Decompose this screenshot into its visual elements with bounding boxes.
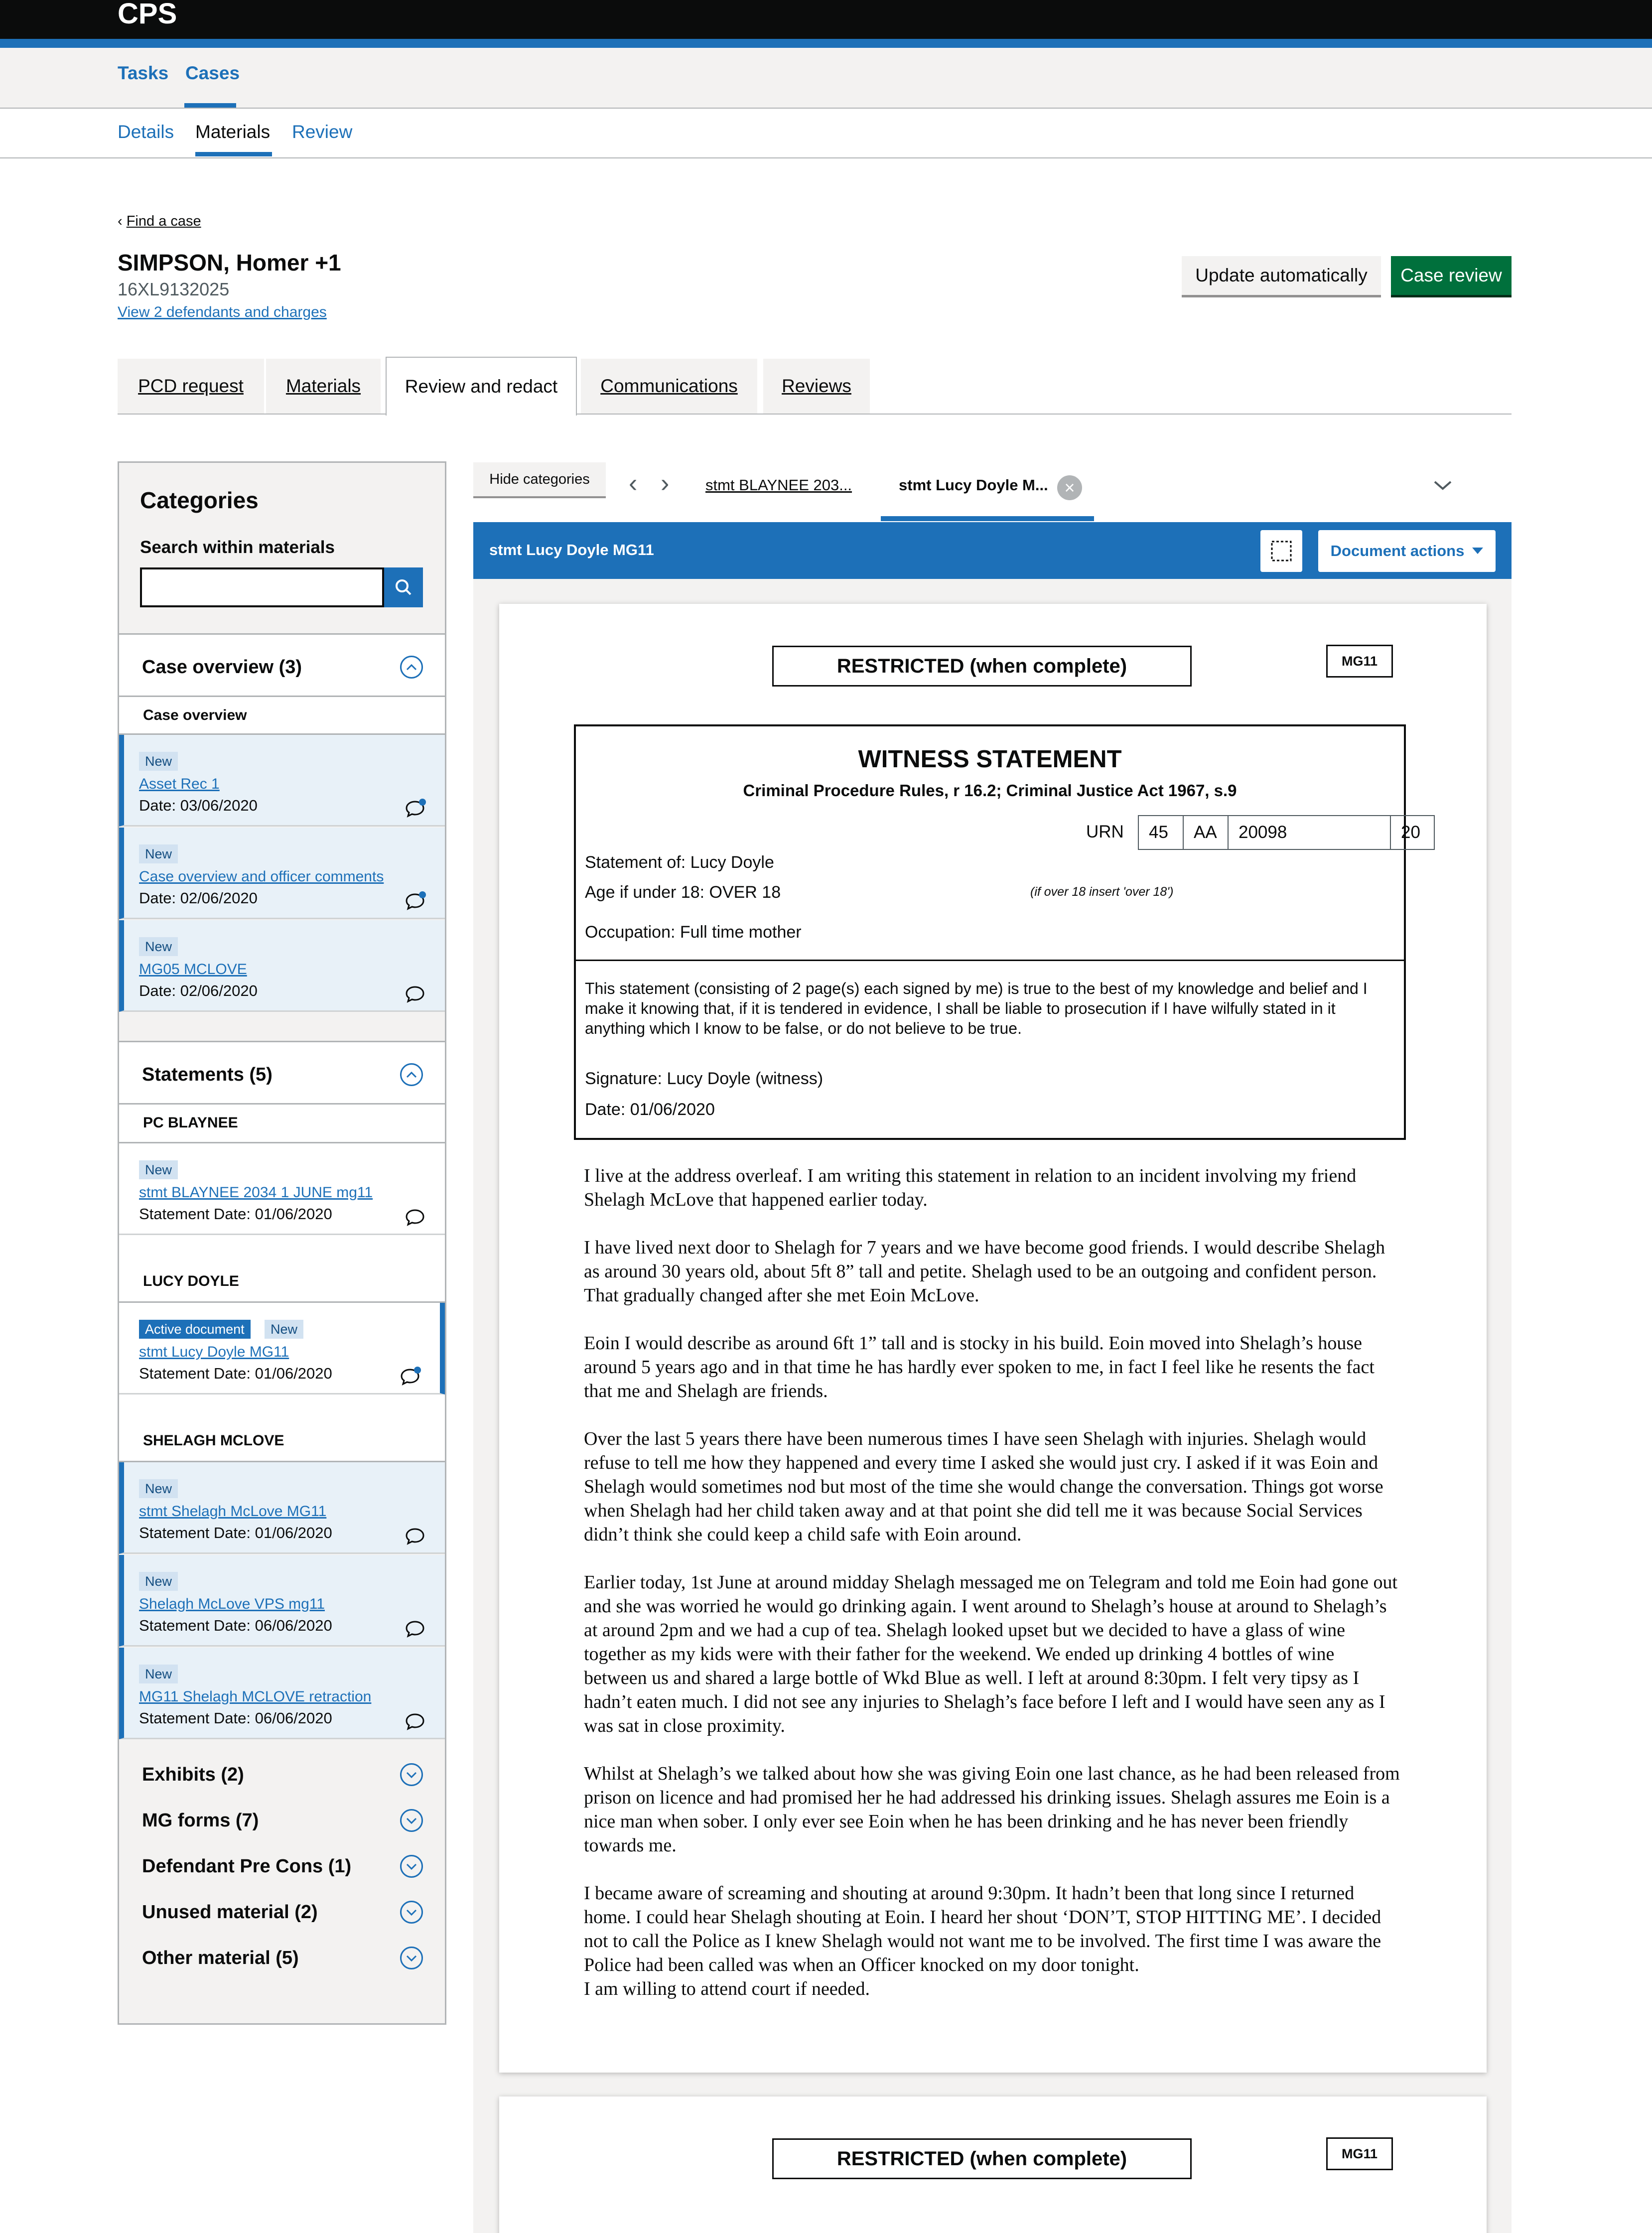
hide-categories-button[interactable]: Hide categories xyxy=(473,462,606,496)
material-date: Date: 02/06/2020 xyxy=(139,889,258,907)
defendant-pre-cons-section-header[interactable] xyxy=(119,1845,445,1891)
material-link[interactable]: MG11 Shelagh MCLOVE retraction xyxy=(139,1688,372,1705)
group-header xyxy=(119,697,445,735)
document-title: stmt Lucy Doyle MG11 xyxy=(489,541,654,558)
chevron-down-icon[interactable] xyxy=(400,1947,423,1969)
tab-pcd-request[interactable] xyxy=(118,359,264,414)
material-link[interactable]: MG05 MCLOVE xyxy=(139,961,247,977)
case-name: SIMPSON, Homer +1 xyxy=(118,250,341,276)
header-accent-bar xyxy=(0,39,1652,48)
material-link[interactable]: Shelagh McLove VPS mg11 xyxy=(139,1596,325,1612)
chevron-up-icon[interactable] xyxy=(400,1063,423,1086)
list-item[interactable] xyxy=(119,1648,445,1739)
select-area-button[interactable] xyxy=(1260,530,1302,572)
restricted-label: RESTRICTED (when complete) xyxy=(772,2138,1192,2179)
material-link[interactable]: Asset Rec 1 xyxy=(139,776,220,792)
document-toolbar xyxy=(473,522,1512,579)
group-title: PC BLAYNEE xyxy=(143,1115,238,1131)
comment-unread-icon[interactable] xyxy=(404,890,426,912)
material-date: Date: 03/06/2020 xyxy=(139,797,258,814)
new-badge: New xyxy=(139,844,178,863)
primary-navigation xyxy=(0,48,1652,109)
statement-of: Statement of: Lucy Doyle xyxy=(585,853,774,872)
tab-materials[interactable] xyxy=(266,359,381,414)
statement-paragraph: I became aware of screaming and shouting at around 9:30pm. It hadn’t been that long since I returned home. I could hear Shelagh shouting at Eoin. I heard her shout ‘DON’T, STOP HITTING ME’. I decided not to call the Police as I knew Shelagh would not want me to be involved. The first time I was aware the Police had been called was when an Officer knocked on my door tonight. xyxy=(584,1883,1381,1975)
document-tab[interactable]: stmt BLAYNEE 203... xyxy=(705,476,852,494)
nav-tasks[interactable]: Tasks xyxy=(118,63,169,83)
mg-forms-section-header[interactable] xyxy=(119,1799,445,1845)
document-page xyxy=(499,2096,1487,2233)
new-badge: New xyxy=(139,1479,178,1498)
declaration-text: This statement (consisting of 2 page(s) each signed by me) is true to the best of my knowledge and belief and I make it knowing that, if it is tendered in evidence, I shall be liable to prosecution if I have wilfully stated in it anything which I know to be false, or do not believe to be true. xyxy=(585,979,1368,1037)
active-doc-tab-indicator xyxy=(881,516,1094,521)
statements-section-header[interactable] xyxy=(119,1041,445,1105)
chevron-down-icon[interactable] xyxy=(400,1901,423,1924)
document-actions-label: Document actions xyxy=(1330,542,1465,559)
new-badge: New xyxy=(139,752,178,771)
list-item[interactable] xyxy=(119,1462,445,1554)
tab-communications[interactable] xyxy=(581,359,757,414)
close-icon[interactable]: × xyxy=(1057,475,1082,500)
section-title: Unused material (2) xyxy=(142,1902,318,1923)
list-item-active[interactable] xyxy=(119,1303,445,1395)
subnav-materials-active-indicator xyxy=(195,152,272,156)
material-link[interactable]: stmt Lucy Doyle MG11 xyxy=(139,1344,289,1360)
group-header xyxy=(119,1395,445,1462)
statement-paragraph: I have lived next door to Shelagh for 7 years and we have become good friends. I would describe Shelagh as around 30 years old, about 5ft 8” tall and petite. Shelagh used to be an outgoing and confident person. That gradually changed after she met Eoin McLove. xyxy=(584,1237,1385,1306)
top-header-bar xyxy=(0,0,1652,39)
categories-title: Categories xyxy=(140,487,259,513)
case-overview-section-header[interactable] xyxy=(119,633,445,697)
chevron-up-icon[interactable] xyxy=(400,656,423,679)
statement-paragraph: Earlier today, 1st June at around midday Shelagh messaged me on Telegram and told me Eoin had gone out and she was worried he would go drinking again. I went around to Shelagh’s house at around to Shelagh’s at around 2pm and we had a cup of tea. Shelagh looked upset but we decided to have a glass of wine together as my kids were with their father for the weekend. We ended up drinking 4 bottles of wine between us and shared a large bottle of Wkd Blue as well. I left at around 8:30pm. I felt very tipsy as I hadn’t eaten much. I did not see any injuries to Shelagh’s face before I left and I would have seen any as I was sat in close proximity. xyxy=(584,1572,1398,1736)
urn-label: URN xyxy=(1086,822,1124,841)
chevron-down-icon[interactable] xyxy=(400,1855,423,1878)
group-title: SHELAGH MCLOVE xyxy=(143,1432,284,1449)
chevron-left-icon: ‹ xyxy=(118,213,127,229)
list-item[interactable] xyxy=(119,920,445,1012)
search-icon xyxy=(394,577,413,597)
material-date: Statement Date: 01/06/2020 xyxy=(139,1524,332,1541)
comment-icon[interactable] xyxy=(404,1525,426,1547)
group-header xyxy=(119,1235,445,1303)
update-automatically-button[interactable]: Update automatically xyxy=(1182,256,1381,295)
urn-cell: 20 xyxy=(1401,823,1420,842)
comment-icon[interactable] xyxy=(404,1618,426,1640)
statement-paragraph: I live at the address overleaf. I am writing this statement in relation to an incident involving my friend Shelagh McLove that happened earlier today. xyxy=(584,1165,1357,1210)
tab-label: Materials xyxy=(285,376,361,396)
new-badge: New xyxy=(139,1665,178,1683)
section-title: Exhibits (2) xyxy=(142,1764,244,1785)
tab-label: Review and redact xyxy=(405,376,558,397)
comment-icon[interactable] xyxy=(404,1710,426,1732)
active-document-badge: Active document xyxy=(139,1320,251,1339)
exhibits-section-header[interactable] xyxy=(119,1753,445,1799)
list-item[interactable] xyxy=(119,1143,445,1235)
unused-material-section-header[interactable] xyxy=(119,1891,445,1937)
case-review-button[interactable]: Case review xyxy=(1391,256,1512,295)
tabs-divider xyxy=(118,414,1512,415)
document-actions-button[interactable] xyxy=(1318,530,1496,572)
urn-cell: 45 xyxy=(1139,816,1184,849)
secondary-navigation xyxy=(0,109,1652,158)
search-button[interactable] xyxy=(384,567,423,607)
section-title: Other material (5) xyxy=(142,1948,299,1968)
form-code: MG11 xyxy=(1326,645,1393,678)
statement-title: WITNESS STATEMENT xyxy=(858,746,1122,773)
material-link[interactable]: stmt Shelagh McLove MG11 xyxy=(139,1503,327,1520)
back-link[interactable] xyxy=(118,213,201,230)
tab-label: PCD request xyxy=(138,376,244,396)
other-material-section-header[interactable] xyxy=(119,1937,445,1982)
occupation-field: Occupation: Full time mother xyxy=(585,923,802,942)
search-input[interactable] xyxy=(140,567,384,607)
nav-cases[interactable]: Cases xyxy=(185,63,240,83)
date-field: Date: 01/06/2020 xyxy=(585,1100,715,1119)
material-date: Statement Date: 06/06/2020 xyxy=(139,1709,332,1727)
search-label: Search within materials xyxy=(140,538,335,557)
chevron-down-icon[interactable] xyxy=(1431,473,1455,497)
comment-icon[interactable] xyxy=(404,983,426,1005)
statement-subtitle: Criminal Procedure Rules, r 16.2; Criminal Justice Act 1967, s.9 xyxy=(743,781,1237,800)
caret-down-icon xyxy=(1472,548,1483,555)
witness-statement-form xyxy=(574,724,1420,1140)
material-date: Date: 02/06/2020 xyxy=(139,982,258,999)
categories-sidebar xyxy=(118,461,446,2025)
new-badge: New xyxy=(139,1572,178,1591)
comment-unread-icon[interactable] xyxy=(404,798,426,820)
chevron-right-icon[interactable]: › xyxy=(661,469,670,498)
section-title: Case overview (3) xyxy=(142,657,302,678)
list-item[interactable] xyxy=(119,1555,445,1647)
statement-paragraph: I am willing to attend court if needed. xyxy=(584,1978,870,1999)
section-title: Defendant Pre Cons (1) xyxy=(142,1856,352,1877)
urn-cell: 20098 xyxy=(1229,816,1391,849)
material-date: Statement Date: 01/06/2020 xyxy=(139,1205,332,1223)
find-a-case-link[interactable]: Find a case xyxy=(126,213,201,229)
list-item[interactable] xyxy=(119,828,445,919)
signature-field: Signature: Lucy Doyle (witness) xyxy=(585,1069,824,1088)
restricted-label: RESTRICTED (when complete) xyxy=(772,646,1192,687)
cps-logo[interactable]: CPS xyxy=(118,0,177,30)
material-date: Statement Date: 01/06/2020 xyxy=(139,1365,332,1382)
case-urn: 16XL9132025 xyxy=(118,279,230,299)
new-badge: New xyxy=(265,1320,303,1339)
form-code: MG11 xyxy=(1326,2137,1393,2170)
age-field: Age if under 18: OVER 18 xyxy=(585,883,781,902)
subnav-materials[interactable]: Materials xyxy=(195,122,271,142)
subnav-details[interactable]: Details xyxy=(118,122,174,142)
material-link[interactable]: Case overview and officer comments xyxy=(139,868,384,885)
statement-paragraph: Eoin I would describe as around 6ft 1” tall and is stocky in his build. Eoin moved into Shelagh’s house around 5 years ago and in that time he has hardly ever spoken to me, in fact I feel like he resents the fact that me and Shelagh are friends. xyxy=(584,1333,1375,1401)
group-title: LUCY DOYLE xyxy=(143,1273,239,1289)
statement-body xyxy=(584,1164,1401,2001)
new-badge: New xyxy=(139,1160,178,1179)
chevron-down-icon[interactable] xyxy=(400,1763,423,1786)
document-page xyxy=(499,604,1487,2073)
group-title: Case overview xyxy=(143,707,247,723)
urn-table xyxy=(1138,815,1435,850)
form-divider xyxy=(576,960,1404,961)
material-link[interactable]: stmt BLAYNEE 2034 1 JUNE mg11 xyxy=(139,1184,373,1201)
tab-reviews[interactable] xyxy=(763,359,870,414)
chevron-down-icon[interactable] xyxy=(400,1809,423,1832)
chevron-left-icon[interactable]: ‹ xyxy=(629,469,638,498)
select-area-icon xyxy=(1269,539,1294,563)
tab-review-and-redact[interactable] xyxy=(386,357,577,416)
section-title: MG forms (7) xyxy=(142,1810,259,1831)
new-badge: New xyxy=(139,937,178,956)
statement-paragraph: Whilst at Shelagh’s we talked about how she was giving Eoin one last chance, as he had been released from prison on licence and had promised her he had addressed his drinking issues. Shelagh assures me Eoin is a nice man when sober. I only ever see Eoin when he has been drinking and he has never been friendly towards me. xyxy=(584,1763,1400,1856)
age-hint: (if over 18 insert 'over 18') xyxy=(1030,885,1174,899)
tab-label: Communications xyxy=(600,376,738,396)
view-defendants-link[interactable]: View 2 defendants and charges xyxy=(118,304,327,320)
statement-paragraph: Over the last 5 years there have been numerous times I have seen Shelagh with injuries. Shelagh would refuse to tell me how they happened and every time I asked she would just cry. I asked if it was Eoin and Shelagh would sometimes nod but most of the time she would change the conversation. Things got worse when Shelagh had her child taken away and at that point she did tell me it was because Social Services didn’t think she could keep a child safe with Eoin around. xyxy=(584,1428,1383,1545)
urn-cell: AA xyxy=(1184,816,1229,849)
comment-unread-icon[interactable] xyxy=(399,1366,421,1388)
material-date: Statement Date: 06/06/2020 xyxy=(139,1617,332,1634)
nav-cases-active-indicator xyxy=(184,103,236,108)
group-header xyxy=(119,1105,445,1143)
comment-icon[interactable] xyxy=(404,1206,426,1228)
list-item[interactable] xyxy=(119,735,445,827)
tab-label: Reviews xyxy=(782,376,851,396)
subnav-review[interactable]: Review xyxy=(292,122,353,142)
document-tab-active[interactable]: stmt Lucy Doyle M... xyxy=(899,476,1048,494)
section-title: Statements (5) xyxy=(142,1064,273,1085)
